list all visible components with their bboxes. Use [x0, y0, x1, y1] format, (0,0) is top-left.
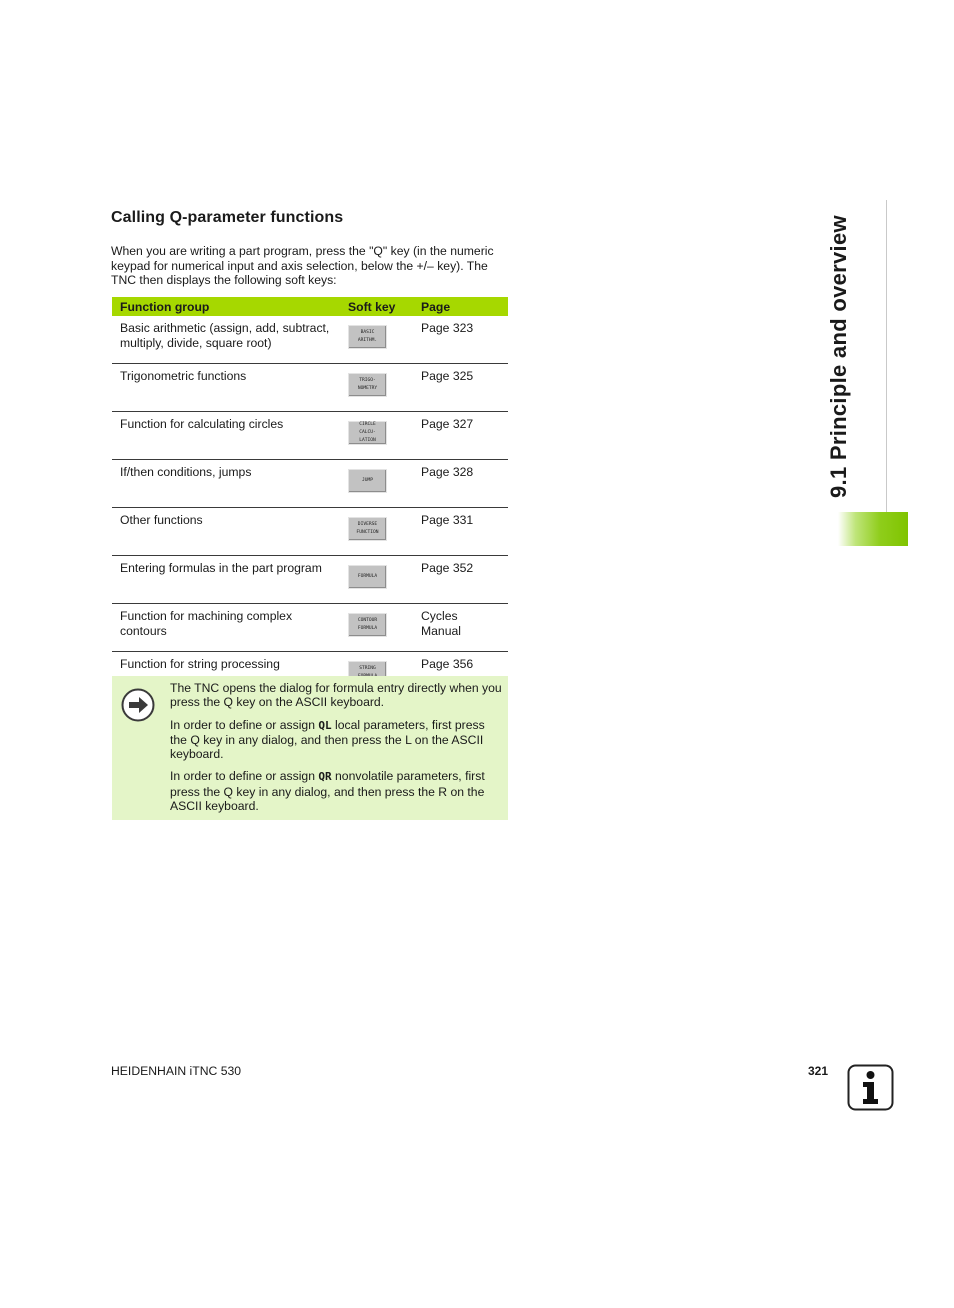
note-paragraph: [170, 769, 502, 813]
sidebar-divider: [886, 200, 887, 546]
chapter-title: 9.1 Principle and overview: [826, 215, 851, 498]
info-icon: [847, 1064, 894, 1111]
page-cell: Page 328: [421, 460, 508, 508]
chapter-marker-bar: [838, 512, 908, 546]
soft-key-contour-formula: CONTOUR FORMULA: [348, 613, 387, 637]
footer-manual-name: HEIDENHAIN iTNC 530: [111, 1064, 242, 1078]
soft-key-basic-arithmetic: BASIC ARITHM.: [348, 325, 387, 349]
code-qr: QR: [318, 770, 332, 784]
note-text-fragment: nonvolatile parameters, first press the Q key in any dialog, and then press the R on the ASCII keyboard.: [170, 769, 485, 814]
soft-key-formula: FORMULA: [348, 565, 387, 589]
page-cell: Page 323: [421, 316, 508, 364]
page-cell: Page 331: [421, 508, 508, 556]
soft-key-jump: JUMP: [348, 469, 387, 493]
function-table: [112, 297, 508, 700]
page-cell: Page 352: [421, 556, 508, 604]
arrow-right-icon: [121, 688, 155, 722]
soft-key-string-formula: STRING: [348, 661, 387, 685]
table-row: [112, 412, 508, 460]
soft-key-trigonometry: TRIGO- NOMETRY: [348, 373, 387, 397]
note-paragraph: [170, 718, 502, 762]
function-group-cell: Function for string processing: [112, 652, 348, 700]
soft-key-diverse-function: DIVERSE FUNCTION: [348, 517, 387, 541]
table-row: [112, 556, 508, 604]
note-text-fragment: In order to define or assign: [170, 717, 319, 732]
table-row: [112, 316, 508, 364]
page-cell: Page 327: [421, 412, 508, 460]
code-ql: QL: [318, 718, 332, 732]
function-group-cell: Entering formulas in the part program: [112, 556, 348, 604]
footer-page-number: 321: [808, 1064, 829, 1078]
note-paragraph: The TNC opens the dialog for formula entry directly when you press the Q key on the ASCII keyboard.: [170, 681, 502, 710]
function-group-cell: Other functions: [112, 508, 348, 556]
page-cell: Page 356: [421, 652, 508, 700]
intro-paragraph: When you are writing a part program, press the "Q" key (in the numeric keypad for numerical input and axis selection, below the +/– key). The TNC then displays the following soft keys:: [111, 244, 494, 287]
header-page: Page: [421, 297, 508, 316]
function-group-cell: Trigonometric functions: [112, 364, 348, 412]
table-row: [112, 604, 508, 652]
page-cell: Page 325: [421, 364, 508, 412]
note-box: [112, 676, 508, 820]
function-group-cell: Function for machining complex contours: [112, 604, 348, 652]
header-soft-key: Soft key: [348, 297, 421, 316]
table-row: [112, 460, 508, 508]
table-row: [112, 508, 508, 556]
page-cell: Cycles Manual: [421, 604, 508, 652]
note-text: [170, 681, 502, 821]
function-group-cell: Basic arithmetic (assign, add, subtract, multiply, divide, square root): [112, 316, 348, 364]
table-header-row: [112, 297, 508, 316]
function-group-cell: Function for calculating circles: [112, 412, 348, 460]
function-group-cell: If/then conditions, jumps: [112, 460, 348, 508]
header-function-group: Function group: [112, 297, 348, 316]
note-text-fragment: local parameters, first press the Q key in any dialog, and then press the L on the ASCII keyboard.: [170, 717, 485, 762]
note-text-fragment: In order to define or assign: [170, 769, 319, 784]
section-heading: Calling Q-parameter functions: [111, 209, 344, 226]
table-row: [112, 364, 508, 412]
soft-key-circle-calculation: CIRCLE CALCU- LATION: [348, 421, 387, 445]
